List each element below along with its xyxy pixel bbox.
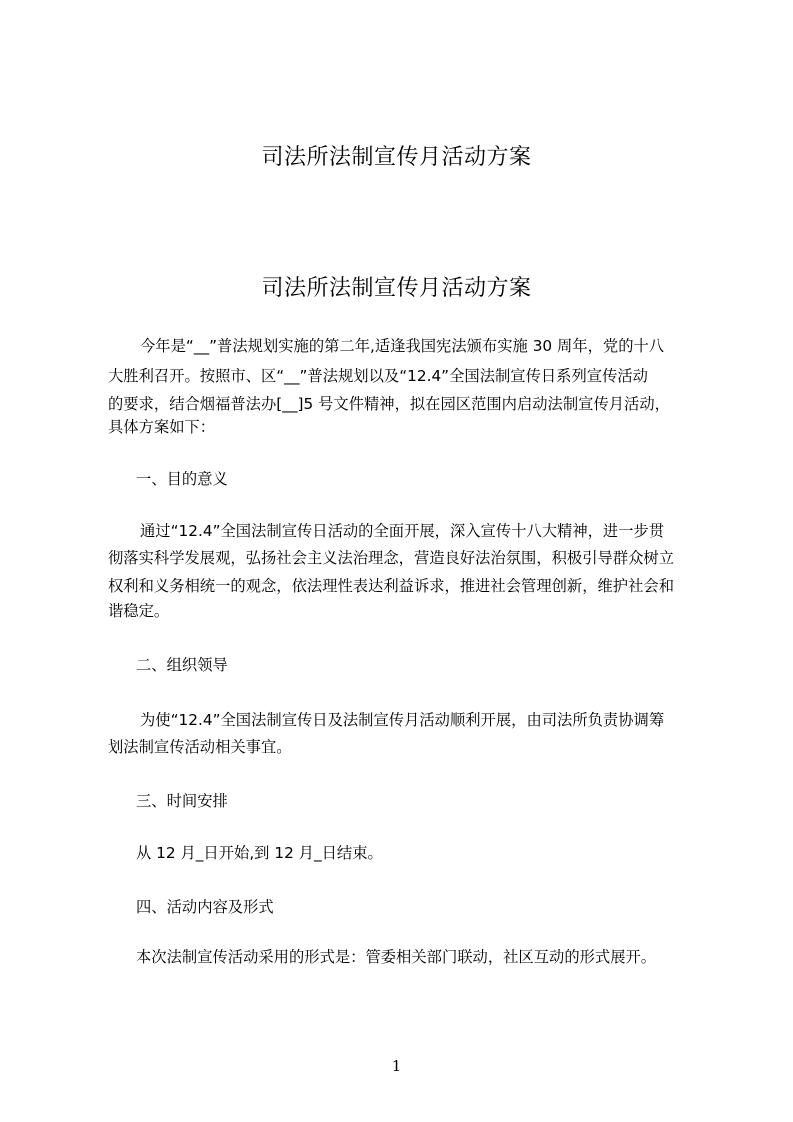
purpose-line-1: 通过“12.4”全国法制宣传日活动的全面开展，深入宣传十八大精神，进一步贯 bbox=[140, 522, 665, 540]
purpose-line-4: 谐稳定。 bbox=[108, 602, 170, 620]
document-title: 司法所法制宣传月活动方案 bbox=[261, 276, 532, 301]
section-heading-activities: 四、活动内容及形式 bbox=[136, 898, 274, 916]
intro-line-1: 今年是“__”普法规划实施的第二年,适逢我国宪法颁布实施 30 周年，党的十八 bbox=[140, 337, 665, 355]
intro-line-2: 大胜利召开。按照市、区“__”普法规划以及“12.4”全国法制宣传日系列宣传活动 bbox=[108, 367, 648, 385]
section-heading-schedule: 三、时间安排 bbox=[136, 792, 228, 810]
section-heading-purpose: 一、目的意义 bbox=[136, 470, 228, 488]
intro-line-4: 具体方案如下： bbox=[108, 418, 216, 436]
page-number: 1 bbox=[391, 1057, 402, 1075]
schedule-line-1: 从 12 月_日开始,到 12 月_日结束。 bbox=[136, 844, 383, 862]
document-title-header: 司法所法制宣传月活动方案 bbox=[261, 145, 532, 170]
organization-line-2: 划法制宣传活动相关事宜。 bbox=[108, 738, 292, 756]
organization-line-1: 为使“12.4”全国法制宣传日及法制宣传月活动顺利开展，由司法所负责协调筹 bbox=[140, 711, 665, 729]
intro-line-3: 的要求，结合烟福普法办[__]5 号文件精神，拟在园区范围内启动法制宣传月活动， bbox=[108, 395, 670, 413]
section-heading-organization: 二、组织领导 bbox=[136, 656, 228, 674]
purpose-line-2: 彻落实科学发展观，弘扬社会主义法治理念，营造良好法治氛围，积极引导群众树立 bbox=[108, 549, 674, 567]
purpose-line-3: 权利和义务相统一的观念，依法理性表达利益诉求，推进社会管理创新，维护社会和 bbox=[108, 577, 674, 595]
activities-line-1: 本次法制宣传活动采用的形式是：管委相关部门联动，社区互动的形式展开。 bbox=[136, 948, 657, 966]
